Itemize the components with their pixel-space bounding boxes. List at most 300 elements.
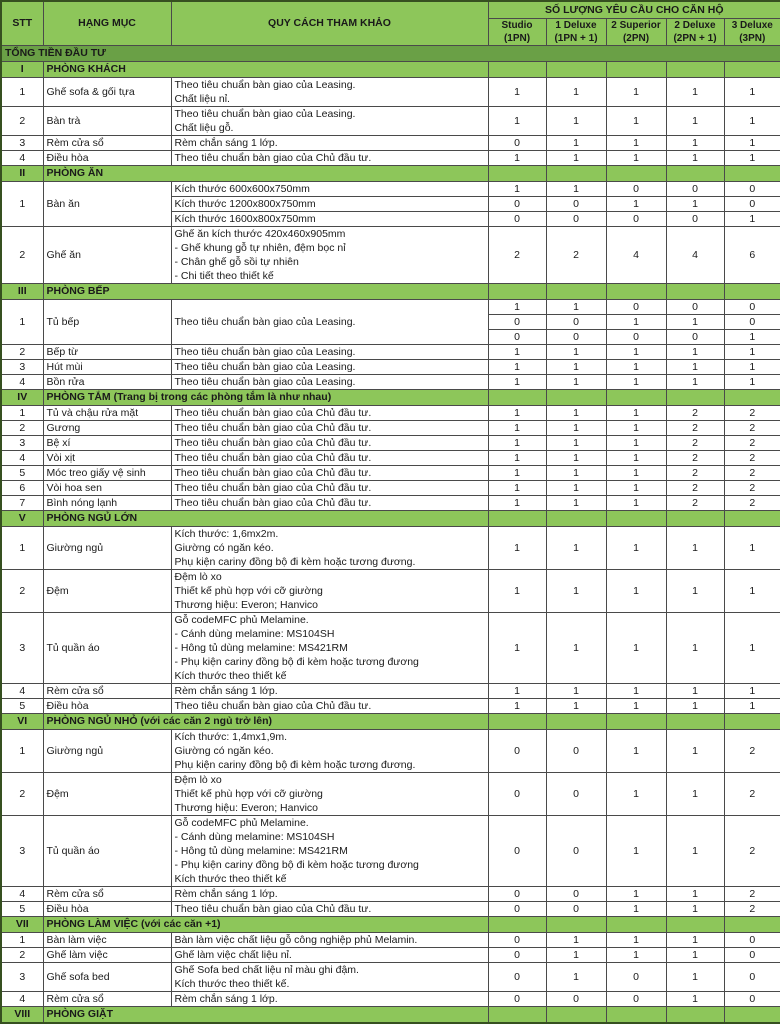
stt-cell: 2: [1, 772, 43, 815]
qty-cell: 1: [488, 420, 546, 435]
qty-cell: 1: [666, 962, 724, 991]
qty-cell: 1: [546, 77, 606, 106]
spec-cell: Kích thước 1200x800x750mm: [171, 196, 488, 211]
qty-cell: 1: [606, 698, 666, 713]
section-empty-cell: [606, 283, 666, 299]
qty-cell: 1: [488, 526, 546, 569]
section-title: PHÒNG TẮM (Trang bị trong các phòng tắm là như nhau): [43, 389, 488, 405]
qty-cell: 1: [724, 344, 780, 359]
qty-cell: 0: [488, 196, 546, 211]
qty-cell: 6: [724, 226, 780, 283]
qty-cell: 1: [546, 435, 606, 450]
table-row: [1, 299, 780, 314]
spec-cell: Rèm chắn sáng 1 lớp.: [171, 135, 488, 150]
qty-cell: 1: [488, 374, 546, 389]
section-numeral: II: [1, 165, 43, 181]
qty-cell: 0: [546, 729, 606, 772]
table-row: [1, 420, 780, 435]
table-row: [1, 526, 780, 569]
section-empty-cell: [606, 510, 666, 526]
qty-cell: 1: [488, 480, 546, 495]
qty-cell: 2: [666, 405, 724, 420]
qty-cell: 1: [666, 374, 724, 389]
item-name-cell: Tủ quần áo: [43, 815, 171, 886]
qty-cell: 1: [488, 344, 546, 359]
qty-cell: 0: [546, 772, 606, 815]
qty-cell: 1: [666, 901, 724, 916]
qty-cell: 0: [724, 932, 780, 947]
spec-cell: Kích thước 1600x800x750mm: [171, 211, 488, 226]
qty-cell: 2: [546, 226, 606, 283]
col-header-stt: STT: [1, 1, 43, 45]
qty-cell: 0: [488, 947, 546, 962]
qty-cell: 1: [546, 374, 606, 389]
item-name-cell: Điều hòa: [43, 150, 171, 165]
section-header-row: [1, 713, 780, 729]
qty-cell: 1: [606, 374, 666, 389]
stt-cell: 2: [1, 344, 43, 359]
spec-cell: Gỗ codeMFC phủ Melamine. - Cánh dùng melamine: MS104SH - Hông tủ dùng melamine: MS421RM - Phụ kiện cariny đồng bộ đi kèm hoặc tương đương Kích thước theo thiết kế: [171, 612, 488, 683]
qty-cell: 0: [488, 886, 546, 901]
spec-cell: Theo tiêu chuẩn bàn giao của Chủ đầu tư.: [171, 465, 488, 480]
qty-cell: 1: [724, 612, 780, 683]
item-name-cell: Bếp từ: [43, 344, 171, 359]
qty-cell: 1: [546, 612, 606, 683]
section-empty-cell: [666, 165, 724, 181]
qty-cell: 1: [488, 405, 546, 420]
section-empty-cell: [546, 916, 606, 932]
section-numeral: III: [1, 283, 43, 299]
section-empty-cell: [546, 510, 606, 526]
item-name-cell: Rèm cửa sổ: [43, 135, 171, 150]
table-row: [1, 729, 780, 772]
qty-cell: 1: [666, 526, 724, 569]
qty-cell: 1: [724, 698, 780, 713]
qty-cell: 0: [724, 991, 780, 1006]
qty-cell: 0: [546, 991, 606, 1006]
section-numeral: I: [1, 61, 43, 77]
table-row: [1, 435, 780, 450]
section-empty-cell: [546, 713, 606, 729]
stt-cell: 3: [1, 612, 43, 683]
spec-cell: Theo tiêu chuẩn bàn giao của Chủ đầu tư.: [171, 450, 488, 465]
qty-cell: 1: [724, 359, 780, 374]
qty-cell: 1: [488, 299, 546, 314]
qty-cell: 0: [488, 932, 546, 947]
stt-cell: 4: [1, 450, 43, 465]
table-row: [1, 106, 780, 135]
qty-cell: 1: [546, 450, 606, 465]
qty-cell: 0: [546, 901, 606, 916]
qty-cell: 1: [666, 77, 724, 106]
section-empty-cell: [666, 283, 724, 299]
qty-cell: 1: [606, 947, 666, 962]
section-header-row: [1, 283, 780, 299]
section-empty-cell: [606, 916, 666, 932]
item-name-cell: Tủ và chậu rửa mặt: [43, 405, 171, 420]
qty-cell: 0: [606, 181, 666, 196]
qty-cell: 1: [488, 465, 546, 480]
spec-cell: Theo tiêu chuẩn bàn giao của Chủ đầu tư.: [171, 150, 488, 165]
spec-cell: Bàn làm việc chất liệu gỗ công nghiệp phủ Melamin.: [171, 932, 488, 947]
qty-cell: 1: [546, 405, 606, 420]
section-empty-cell: [606, 389, 666, 405]
qty-cell: 2: [724, 465, 780, 480]
spec-cell: Theo tiêu chuẩn bàn giao của Leasing. Chất liệu nỉ.: [171, 77, 488, 106]
section-empty-cell: [666, 916, 724, 932]
spec-cell: Theo tiêu chuẩn bàn giao của Leasing.: [171, 299, 488, 344]
spec-cell: Theo tiêu chuẩn bàn giao của Chủ đầu tư.: [171, 435, 488, 450]
qty-cell: 1: [606, 450, 666, 465]
item-name-cell: Bình nóng lạnh: [43, 495, 171, 510]
section-empty-cell: [724, 510, 780, 526]
section-empty-cell: [546, 389, 606, 405]
qty-cell: 2: [724, 450, 780, 465]
qty-cell: 2: [724, 435, 780, 450]
qty-cell: 2: [666, 420, 724, 435]
stt-cell: 1: [1, 181, 43, 226]
qty-cell: 0: [546, 314, 606, 329]
table-row: [1, 405, 780, 420]
col-header-unit-5: 3 Deluxe (3PN): [724, 18, 780, 45]
item-name-cell: Vòi xịt: [43, 450, 171, 465]
stt-cell: 5: [1, 698, 43, 713]
table-row: [1, 683, 780, 698]
table-header: [1, 1, 780, 45]
table-row: [1, 991, 780, 1006]
section-empty-cell: [488, 916, 546, 932]
item-name-cell: Ghế sofa & gối tựa: [43, 77, 171, 106]
spec-cell: Theo tiêu chuẩn bàn giao của Chủ đầu tư.: [171, 698, 488, 713]
qty-cell: 1: [724, 135, 780, 150]
table-row: [1, 962, 780, 991]
qty-cell: 1: [546, 569, 606, 612]
stt-cell: 1: [1, 299, 43, 344]
qty-cell: 1: [606, 150, 666, 165]
qty-cell: 1: [666, 772, 724, 815]
qty-cell: 1: [488, 612, 546, 683]
qty-cell: 0: [488, 815, 546, 886]
qty-cell: 1: [488, 683, 546, 698]
section-empty-cell: [666, 61, 724, 77]
stt-cell: 2: [1, 226, 43, 283]
qty-cell: 1: [546, 480, 606, 495]
spec-cell: Ghế Sofa bed chất liệu nỉ màu ghi đậm. Kích thước theo thiết kế.: [171, 962, 488, 991]
qty-cell: 1: [546, 465, 606, 480]
table-row: [1, 569, 780, 612]
qty-cell: 2: [724, 729, 780, 772]
qty-cell: 2: [724, 405, 780, 420]
table-row: [1, 450, 780, 465]
qty-cell: 0: [606, 329, 666, 344]
qty-cell: 0: [724, 314, 780, 329]
section-empty-cell: [488, 1006, 546, 1023]
qty-cell: 0: [606, 299, 666, 314]
qty-cell: 4: [606, 226, 666, 283]
qty-cell: 1: [724, 683, 780, 698]
qty-cell: 1: [666, 729, 724, 772]
total-investment-row: [1, 45, 780, 61]
qty-cell: 0: [488, 991, 546, 1006]
spec-cell: Rèm chắn sáng 1 lớp.: [171, 886, 488, 901]
qty-cell: 1: [546, 106, 606, 135]
qty-cell: 1: [606, 359, 666, 374]
qty-cell: 1: [488, 569, 546, 612]
item-name-cell: Bàn làm việc: [43, 932, 171, 947]
qty-cell: 1: [666, 344, 724, 359]
section-header-row: [1, 389, 780, 405]
spec-cell: Theo tiêu chuẩn bàn giao của Leasing.: [171, 344, 488, 359]
stt-cell: 1: [1, 729, 43, 772]
total-investment-label: TỔNG TIỀN ĐẦU TƯ: [1, 45, 780, 61]
qty-cell: 0: [488, 314, 546, 329]
spec-cell: Theo tiêu chuẩn bàn giao của Chủ đầu tư.: [171, 480, 488, 495]
table-body: [1, 45, 780, 1023]
qty-cell: 1: [488, 698, 546, 713]
item-name-cell: Điều hòa: [43, 698, 171, 713]
qty-cell: 0: [724, 962, 780, 991]
item-name-cell: Ghế sofa bed: [43, 962, 171, 991]
qty-cell: 0: [546, 211, 606, 226]
qty-cell: 0: [606, 211, 666, 226]
spec-cell: Theo tiêu chuẩn bàn giao của Chủ đầu tư.: [171, 405, 488, 420]
qty-cell: 1: [666, 932, 724, 947]
qty-cell: 1: [666, 196, 724, 211]
section-empty-cell: [546, 283, 606, 299]
item-name-cell: Ghế làm việc: [43, 947, 171, 962]
qty-cell: 0: [724, 947, 780, 962]
section-empty-cell: [606, 1006, 666, 1023]
stt-cell: 4: [1, 886, 43, 901]
table-row: [1, 77, 780, 106]
section-header-row: [1, 510, 780, 526]
table-row: [1, 698, 780, 713]
item-name-cell: Giường ngủ: [43, 729, 171, 772]
qty-cell: 1: [666, 947, 724, 962]
section-empty-cell: [546, 61, 606, 77]
qty-cell: 2: [666, 450, 724, 465]
col-header-unit-3: 2 Superior (2PN): [606, 18, 666, 45]
section-empty-cell: [724, 61, 780, 77]
qty-cell: 0: [724, 299, 780, 314]
section-numeral: IV: [1, 389, 43, 405]
table-row: [1, 465, 780, 480]
item-name-cell: Đệm: [43, 569, 171, 612]
stt-cell: 1: [1, 526, 43, 569]
qty-cell: 1: [724, 106, 780, 135]
qty-cell: 1: [606, 815, 666, 886]
spec-cell: Rèm chắn sáng 1 lớp.: [171, 683, 488, 698]
qty-cell: 1: [606, 901, 666, 916]
qty-cell: 0: [666, 329, 724, 344]
qty-cell: 0: [546, 815, 606, 886]
table-row: [1, 815, 780, 886]
qty-cell: 1: [546, 420, 606, 435]
qty-cell: 1: [606, 420, 666, 435]
section-empty-cell: [666, 389, 724, 405]
section-empty-cell: [606, 713, 666, 729]
table-row: [1, 772, 780, 815]
stt-cell: 2: [1, 420, 43, 435]
col-header-unit-2: 1 Deluxe (1PN + 1): [546, 18, 606, 45]
qty-cell: 1: [606, 495, 666, 510]
spec-cell: Kích thước: 1,4mx1,9m. Giường có ngăn kéo. Phụ kiện cariny đồng bộ đi kèm hoặc tương đương.: [171, 729, 488, 772]
qty-cell: 1: [606, 772, 666, 815]
qty-cell: 4: [666, 226, 724, 283]
qty-cell: 1: [666, 886, 724, 901]
qty-cell: 1: [606, 886, 666, 901]
qty-cell: 1: [546, 698, 606, 713]
qty-cell: 0: [488, 772, 546, 815]
table-row: [1, 226, 780, 283]
section-empty-cell: [724, 1006, 780, 1023]
spec-cell: Theo tiêu chuẩn bàn giao của Leasing.: [171, 359, 488, 374]
table-row: [1, 495, 780, 510]
section-empty-cell: [488, 389, 546, 405]
stt-cell: 5: [1, 901, 43, 916]
qty-cell: 1: [606, 729, 666, 772]
qty-cell: 1: [488, 106, 546, 135]
qty-cell: 2: [724, 815, 780, 886]
stt-cell: 2: [1, 569, 43, 612]
qty-cell: 0: [488, 729, 546, 772]
stt-cell: 2: [1, 106, 43, 135]
qty-cell: 1: [546, 932, 606, 947]
qty-cell: 1: [606, 465, 666, 480]
qty-cell: 0: [666, 211, 724, 226]
table-row: [1, 150, 780, 165]
item-name-cell: Rèm cửa sổ: [43, 991, 171, 1006]
section-empty-cell: [666, 713, 724, 729]
section-empty-cell: [724, 283, 780, 299]
item-name-cell: Đệm: [43, 772, 171, 815]
section-numeral: V: [1, 510, 43, 526]
table-row: [1, 886, 780, 901]
section-empty-cell: [724, 389, 780, 405]
spec-cell: Kích thước 600x600x750mm: [171, 181, 488, 196]
col-header-unit-1: Studio (1PN): [488, 18, 546, 45]
spec-cell: Theo tiêu chuẩn bàn giao của Leasing.: [171, 374, 488, 389]
item-name-cell: Bàn trà: [43, 106, 171, 135]
item-name-cell: Rèm cửa sổ: [43, 683, 171, 698]
qty-cell: 1: [546, 962, 606, 991]
section-numeral: VIII: [1, 1006, 43, 1023]
section-empty-cell: [488, 61, 546, 77]
item-name-cell: Điều hòa: [43, 901, 171, 916]
qty-cell: 0: [606, 991, 666, 1006]
qty-cell: 1: [606, 405, 666, 420]
qty-cell: 1: [606, 196, 666, 211]
qty-cell: 1: [488, 450, 546, 465]
qty-cell: 1: [546, 683, 606, 698]
section-empty-cell: [606, 61, 666, 77]
qty-cell: 1: [546, 344, 606, 359]
spec-cell: Theo tiêu chuẩn bàn giao của Chủ đầu tư.: [171, 901, 488, 916]
qty-cell: 1: [546, 526, 606, 569]
qty-cell: 0: [724, 181, 780, 196]
table-row: [1, 344, 780, 359]
stt-cell: 3: [1, 962, 43, 991]
stt-cell: 6: [1, 480, 43, 495]
qty-cell: 1: [606, 683, 666, 698]
section-title: PHÒNG KHÁCH: [43, 61, 488, 77]
stt-cell: 5: [1, 465, 43, 480]
qty-cell: 1: [488, 150, 546, 165]
section-numeral: VII: [1, 916, 43, 932]
section-header-row: [1, 1006, 780, 1023]
spec-cell: Theo tiêu chuẩn bàn giao của Chủ đầu tư.: [171, 420, 488, 435]
qty-cell: 1: [606, 344, 666, 359]
stt-cell: 3: [1, 359, 43, 374]
qty-cell: 1: [724, 150, 780, 165]
qty-cell: 1: [606, 77, 666, 106]
section-title: PHÒNG NGỦ LỚN: [43, 510, 488, 526]
stt-cell: 3: [1, 435, 43, 450]
qty-cell: 1: [666, 569, 724, 612]
section-header-row: [1, 165, 780, 181]
qty-cell: 0: [546, 886, 606, 901]
item-name-cell: Gương: [43, 420, 171, 435]
item-name-cell: Móc treo giấy vệ sinh: [43, 465, 171, 480]
stt-cell: 1: [1, 405, 43, 420]
qty-cell: 2: [724, 901, 780, 916]
stt-cell: 4: [1, 374, 43, 389]
qty-cell: 0: [488, 329, 546, 344]
spec-cell: Đệm lò xo Thiết kế phù hợp với cỡ giường Thương hiệu: Everon; Hanvico: [171, 772, 488, 815]
stt-cell: 7: [1, 495, 43, 510]
qty-cell: 1: [488, 359, 546, 374]
qty-cell: 1: [724, 374, 780, 389]
qty-cell: 0: [488, 901, 546, 916]
qty-cell: 1: [546, 495, 606, 510]
qty-cell: 1: [546, 181, 606, 196]
qty-cell: 1: [666, 359, 724, 374]
table-row: [1, 932, 780, 947]
section-numeral: VI: [1, 713, 43, 729]
section-empty-cell: [546, 1006, 606, 1023]
qty-cell: 1: [606, 569, 666, 612]
qty-cell: 2: [666, 480, 724, 495]
qty-cell: 1: [606, 480, 666, 495]
qty-cell: 2: [724, 420, 780, 435]
section-empty-cell: [488, 283, 546, 299]
qty-cell: 1: [546, 299, 606, 314]
item-name-cell: Bồn rửa: [43, 374, 171, 389]
qty-cell: 1: [546, 359, 606, 374]
qty-cell: 1: [666, 150, 724, 165]
item-name-cell: Rèm cửa sổ: [43, 886, 171, 901]
qty-cell: 1: [666, 135, 724, 150]
stt-cell: 4: [1, 991, 43, 1006]
section-title: PHÒNG GIẶT: [43, 1006, 488, 1023]
section-header-row: [1, 916, 780, 932]
qty-cell: 1: [724, 77, 780, 106]
qty-cell: 1: [666, 683, 724, 698]
table-row: [1, 947, 780, 962]
qty-cell: 0: [488, 962, 546, 991]
section-title: PHÒNG ĂN: [43, 165, 488, 181]
item-name-cell: Bàn ăn: [43, 181, 171, 226]
item-name-cell: Tủ bếp: [43, 299, 171, 344]
qty-cell: 1: [606, 106, 666, 135]
spec-cell: Theo tiêu chuẩn bàn giao của Leasing. Chất liệu gỗ.: [171, 106, 488, 135]
col-header-quy-cach: QUY CÁCH THAM KHẢO: [171, 1, 488, 45]
qty-cell: 1: [546, 135, 606, 150]
section-empty-cell: [488, 713, 546, 729]
col-header-group-so-luong: SỐ LƯỢNG YÊU CẦU CHO CĂN HỘ: [488, 1, 780, 18]
qty-cell: 1: [488, 435, 546, 450]
stt-cell: 4: [1, 150, 43, 165]
